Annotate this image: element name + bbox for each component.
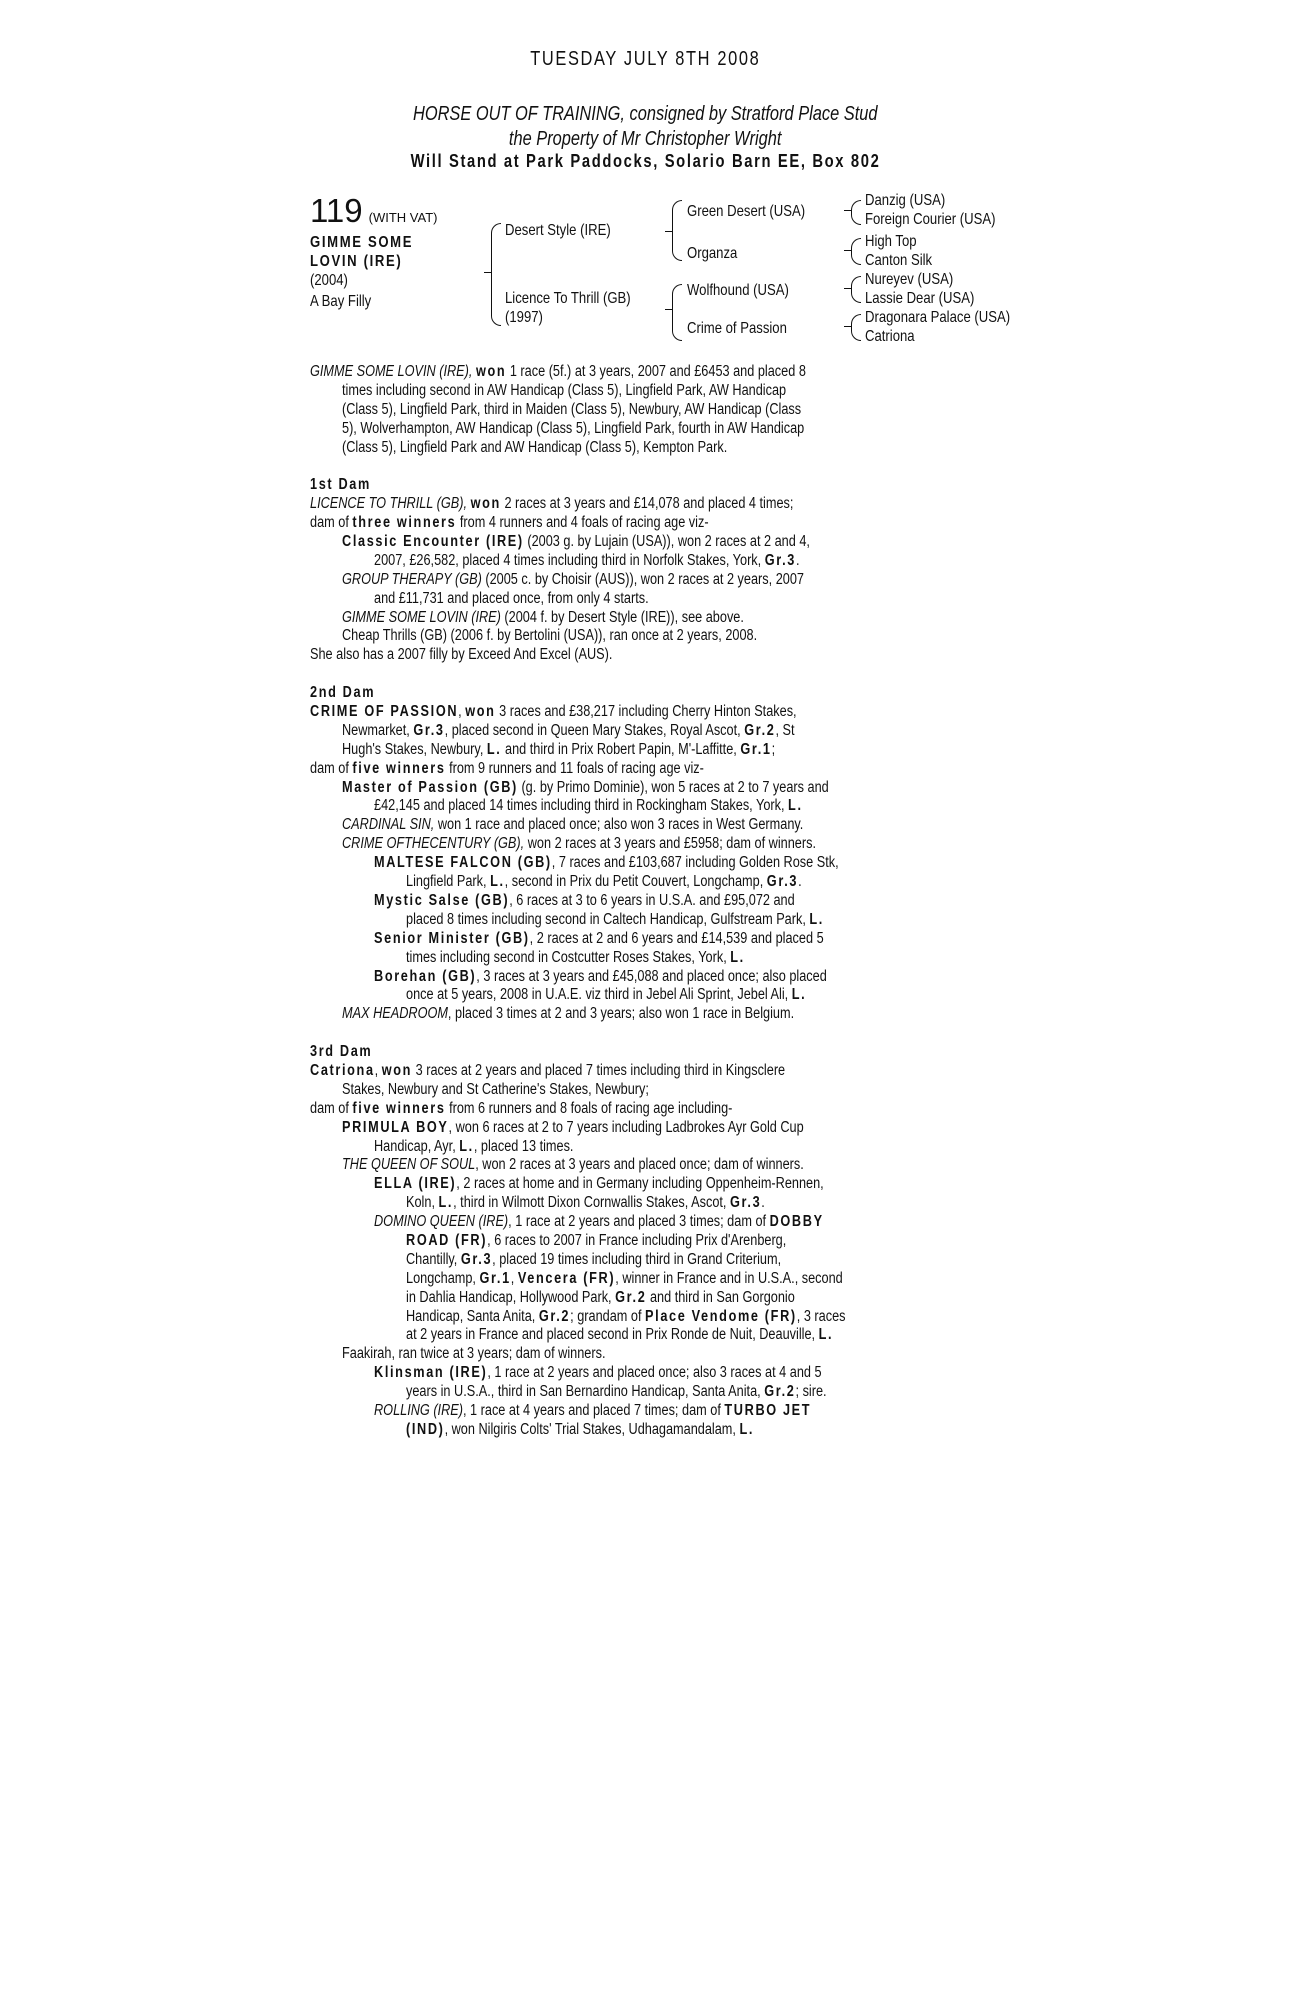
sss: Danzig (USA) bbox=[865, 192, 946, 209]
sds: High Top bbox=[865, 233, 917, 250]
ssd: Foreign Courier (USA) bbox=[865, 211, 996, 228]
dam-line: CRIME OFTHECENTURY (GB), won 2 races at 3 years and £5958; dam of winners. bbox=[342, 835, 816, 853]
dam-line: THE QUEEN OF SOUL, won 2 races at 3 years and placed once; dam of winners. bbox=[342, 1156, 804, 1174]
dam-line: dam of five winners from 9 runners and 11 foals of racing age viz- bbox=[310, 759, 704, 777]
dam-line: Handicap, Santa Anita, Gr.2; grandam of Place Vendome (FR), 3 races bbox=[406, 1307, 846, 1325]
dam-line: Catriona, won 3 races at 2 years and placed 7 times including third in Kingsclere bbox=[310, 1061, 786, 1079]
dam-line: MAX HEADROOM, placed 3 times at 2 and 3 years; also won 1 race in Belgium. bbox=[342, 1005, 795, 1023]
dsd: Lassie Dear (USA) bbox=[865, 290, 975, 307]
dam-line: years in U.S.A., third in San Bernardino Handicap, Santa Anita, Gr.2; sire. bbox=[406, 1383, 827, 1401]
sire: Desert Style (IRE) bbox=[505, 222, 611, 239]
dam-line: Mystic Salse (GB), 6 races at 3 to 6 years in U.S.A. and £95,072 and bbox=[374, 891, 795, 909]
dam: Licence To Thrill (GB) bbox=[505, 290, 631, 307]
dam-line: Senior Minister (GB), 2 races at 2 and 6 years and £14,539 and placed 5 bbox=[374, 929, 824, 947]
dam-line: PRIMULA BOY, won 6 races at 2 to 7 years including Ladbrokes Ayr Gold Cup bbox=[342, 1118, 804, 1136]
dam-line: Chantilly, Gr.3, placed 19 times including third in Grand Criterium, bbox=[406, 1250, 782, 1268]
dss: Nureyev (USA) bbox=[865, 271, 954, 288]
intro-line: (Class 5), Lingfield Park and AW Handicap (Class 5), Kempton Park. bbox=[342, 438, 728, 456]
dam-line: DOMINO QUEEN (IRE), 1 race at 2 years and placed 3 times; dam of DOBBY bbox=[374, 1213, 824, 1231]
dam-line: times including second in Costcutter Roses Stakes, York, L. bbox=[406, 948, 745, 966]
dam-line: Newmarket, Gr.3, placed second in Queen Mary Stakes, Royal Ascot, Gr.2, St bbox=[342, 721, 795, 739]
horse-name-line2: LOVIN (IRE) bbox=[310, 253, 403, 270]
sdd: Canton Silk bbox=[865, 252, 933, 269]
dam-line: Stakes, Newbury and St Catherine's Stakes, Newbury; bbox=[342, 1080, 649, 1098]
dam-line: placed 8 times including second in Caltech Handicap, Gulfstream Park, L. bbox=[406, 910, 824, 928]
dam-line: Master of Passion (GB) (g. by Primo Dominie), won 5 races at 2 to 7 years and bbox=[342, 778, 829, 796]
lot-number-block bbox=[310, 192, 437, 230]
dam-line: in Dahlia Handicap, Hollywood Park, Gr.2 and third in San Gorgonio bbox=[406, 1288, 795, 1306]
dam-line: CRIME OF PASSION, won 3 races and £38,217 including Cherry Hinton Stakes, bbox=[310, 703, 797, 721]
sire-sire: Green Desert (USA) bbox=[687, 203, 806, 220]
location-line: Will Stand at Park Paddocks, Solario Barn EE, Box 802 bbox=[410, 151, 880, 171]
dam-line: Cheap Thrills (GB) (2006 f. by Bertolini (USA)), ran once at 2 years, 2008. bbox=[342, 627, 758, 645]
ddd: Catriona bbox=[865, 328, 915, 345]
third-dam-heading: 3rd Dam bbox=[310, 1043, 373, 1061]
dam-sire: Wolfhound (USA) bbox=[687, 282, 789, 299]
dam-line: CARDINAL SIN, won 1 race and placed once; also won 3 races in West Germany. bbox=[342, 816, 804, 834]
horse-description: A Bay Filly bbox=[310, 293, 372, 310]
dam-line: Classic Encounter (IRE) (2003 g. by Lujain (USA)), won 2 races at 2 and 4, bbox=[342, 533, 810, 551]
dam-line: Faakirah, ran twice at 3 years; dam of winners. bbox=[342, 1345, 606, 1363]
lot-number: 119 bbox=[310, 192, 363, 229]
dam-line: GROUP THERAPY (GB) (2005 c. by Choisir (AUS)), won 2 races at 2 years, 2007 bbox=[342, 570, 804, 588]
dam-line: GIMME SOME LOVIN (IRE) (2004 f. by Desert Style (IRE)), see above. bbox=[342, 608, 744, 626]
intro-line: (Class 5), Lingfield Park, third in Maiden (Class 5), Newbury, AW Handicap (Class bbox=[342, 400, 802, 418]
dds: Dragonara Palace (USA) bbox=[865, 309, 1011, 326]
dam-line: She also has a 2007 filly by Exceed And Excel (AUS). bbox=[310, 646, 613, 664]
dam-line: once at 5 years, 2008 in U.A.E. viz third in Jebel Ali Sprint, Jebel Ali, L. bbox=[406, 986, 807, 1004]
dam-line: Klinsman (IRE), 1 race at 2 years and placed once; also 3 races at 4 and 5 bbox=[374, 1364, 822, 1382]
dam-line: Koln, L., third in Wilmott Dixon Cornwallis Stakes, Ascot, Gr.3. bbox=[406, 1194, 765, 1212]
dam-line: Borehan (GB), 3 races at 3 years and £45,088 and placed once; also placed bbox=[374, 967, 827, 985]
second-dam-heading: 2nd Dam bbox=[310, 684, 376, 702]
dam-line: ELLA (IRE), 2 races at home and in Germany including Oppenheim-Rennen, bbox=[374, 1175, 824, 1193]
dam-line: ROLLING (IRE), 1 race at 4 years and placed 7 times; dam of TURBO JET bbox=[374, 1401, 812, 1419]
sale-date: TUESDAY JULY 8TH 2008 bbox=[529, 48, 761, 70]
dam-line: Longchamp, Gr.1, Vencera (FR), winner in France and in U.S.A., second bbox=[406, 1269, 843, 1287]
dam-line: at 2 years in France and placed second in Prix Ronde de Nuit, Deauville, L. bbox=[406, 1326, 834, 1344]
vat-note: (WITH VAT) bbox=[368, 210, 438, 225]
dam-line: MALTESE FALCON (GB), 7 races and £103,687 including Golden Rose Stk, bbox=[374, 854, 839, 872]
intro-line: times including second in AW Handicap (Class 5), Lingfield Park, AW Handicap bbox=[342, 381, 787, 399]
property-line: the Property of Mr Christopher Wright bbox=[508, 128, 782, 150]
intro-line: 5), Wolverhampton, AW Handicap (Class 5), Lingfield Park, fourth in AW Handicap bbox=[342, 419, 805, 437]
horse-name-line1: GIMME SOME bbox=[310, 234, 414, 251]
dam-line: £42,145 and placed 14 times including third in Rockingham Stakes, York, L. bbox=[374, 797, 803, 815]
sire-dam: Organza bbox=[687, 245, 738, 262]
dam-line: and £11,731 and placed once, from only 4 starts. bbox=[374, 589, 649, 607]
dam-line: 2007, £26,582, placed 4 times including third in Norfolk Stakes, York, Gr.3. bbox=[374, 551, 800, 569]
dam-line: Hugh's Stakes, Newbury, L. and third in Prix Robert Papin, M'-Laffitte, Gr.1; bbox=[342, 740, 776, 758]
catalogue-text bbox=[310, 363, 1000, 1440]
dam-line: (IND), won Nilgiris Colts' Trial Stakes, Udhagamandalam, L. bbox=[406, 1420, 755, 1438]
dam-line: ROAD (FR), 6 races to 2007 in France including Prix d'Arenberg, bbox=[406, 1231, 787, 1249]
first-dam-heading: 1st Dam bbox=[310, 476, 371, 494]
dam-line: dam of five winners from 6 runners and 8 foals of racing age including- bbox=[310, 1099, 733, 1117]
dam-line: Lingfield Park, L., second in Prix du Petit Couvert, Longchamp, Gr.3. bbox=[406, 873, 802, 891]
intro-line: GIMME SOME LOVIN (IRE), won 1 race (5f.) at 3 years, 2007 and £6453 and placed 8 bbox=[310, 363, 806, 380]
dam-line: dam of three winners from 4 runners and 4 foals of racing age viz- bbox=[310, 514, 709, 532]
dam-line: LICENCE TO THRILL (GB), won 2 races at 3 years and £14,078 and placed 4 times; bbox=[310, 495, 794, 513]
dam-year: (1997) bbox=[505, 309, 543, 326]
dam-line: Handicap, Ayr, L., placed 13 times. bbox=[374, 1137, 574, 1155]
consignment-line: HORSE OUT OF TRAINING, consigned by Stratford Place Stud bbox=[412, 103, 878, 125]
horse-year: (2004) bbox=[310, 272, 348, 289]
dam-dam: Crime of Passion bbox=[687, 320, 787, 337]
